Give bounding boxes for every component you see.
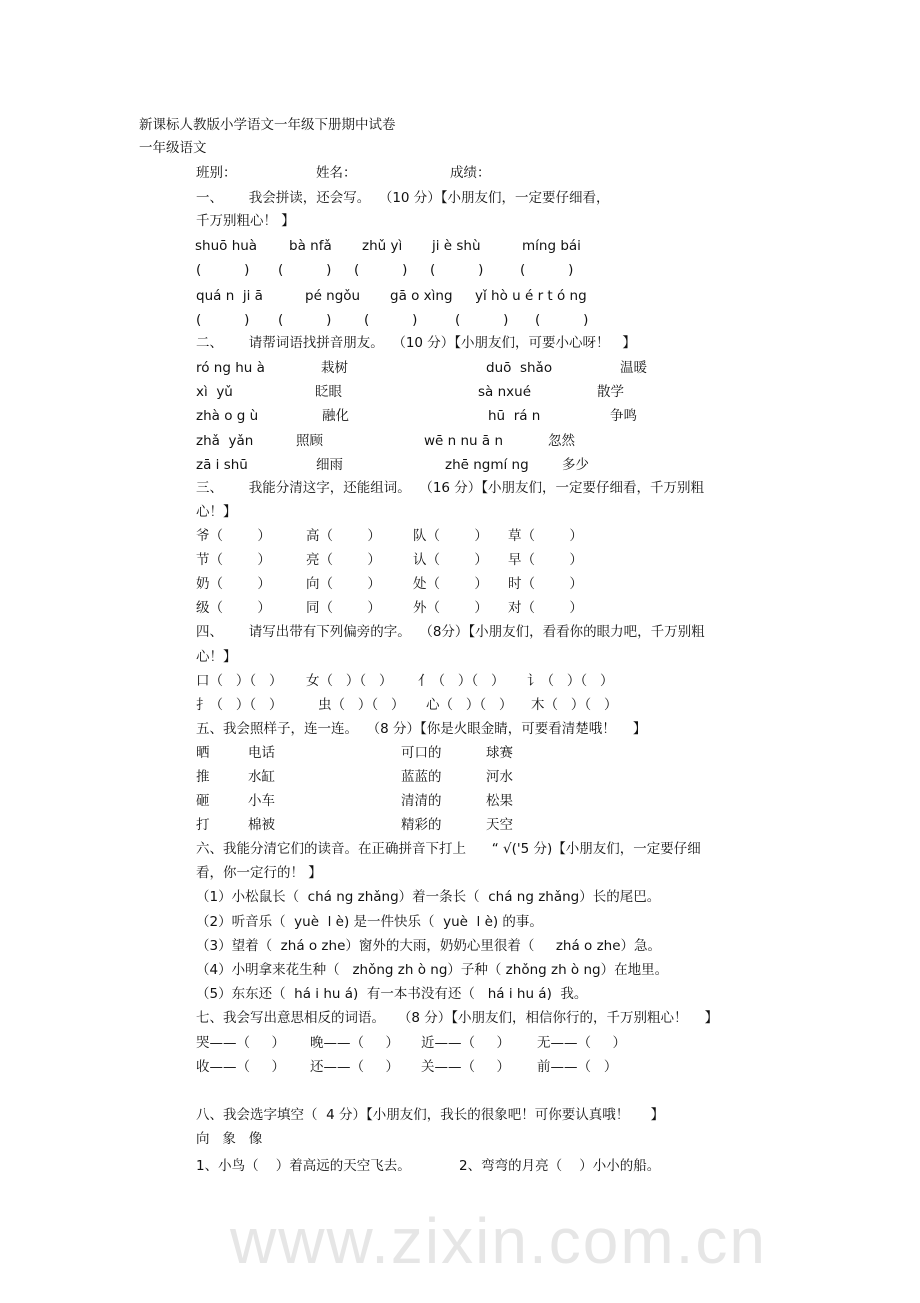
pronunciation-item: （2）听音乐（ yuè l è) 是一件快乐（ yuè l è) 的事。 xyxy=(196,914,543,930)
antonym-blank[interactable]: 前——（ ） xyxy=(537,1059,618,1075)
section-4-heading: 四、 请写出带有下列偏旁的字。 （8分）【小朋友们，看看你的眼力吧，千万别粗 xyxy=(196,624,705,640)
section-7-heading: 七、我会写出意思相反的词语。 （8 分）【小朋友们，相信你行的，千万别粗心！ 】 xyxy=(196,1010,719,1026)
section-6-heading-cont: 看，你一定行的！ 】 xyxy=(196,865,322,881)
antonym-blank[interactable]: 无——（ ） xyxy=(537,1035,626,1051)
word-blank[interactable]: 亮（ ） xyxy=(306,552,381,568)
match-pinyin: hū rá n xyxy=(488,408,541,424)
answer-blank[interactable]: ( ) xyxy=(354,262,408,278)
class-label: 班别： xyxy=(196,165,237,181)
match-word: 散学 xyxy=(597,384,624,400)
match-adjective: 清清的 xyxy=(401,793,442,809)
pinyin-item: yǐ hò u é r t ó ng xyxy=(475,288,587,304)
match-verb: 砸 xyxy=(196,793,210,809)
pinyin-item: gā o xìng xyxy=(390,288,453,304)
match-noun: 松果 xyxy=(486,793,513,809)
match-noun: 小车 xyxy=(248,793,275,809)
match-noun: 球赛 xyxy=(486,745,513,761)
answer-blank[interactable]: ( ) xyxy=(430,262,484,278)
match-noun: 天空 xyxy=(486,817,513,833)
pronunciation-item: （4）小明拿来花生种（ zhǒng zh ò ng）子种（ zhǒng zh ò ng）在地里。 xyxy=(196,962,669,978)
match-pinyin: zā i shū xyxy=(196,457,248,473)
section-2-heading: 二、 请帮词语找拼音朋友。 （10 分）【小朋友们，可要小心呀！ 】 xyxy=(196,335,636,351)
answer-blank[interactable]: ( ) xyxy=(455,312,509,328)
answer-blank[interactable]: ( ) xyxy=(520,262,574,278)
answer-blank[interactable]: ( ) xyxy=(196,262,250,278)
section-1-heading: 一、 我会拼读，还会写。 （10 分）【小朋友们，一定要仔细看， xyxy=(196,190,610,206)
antonym-blank[interactable]: 还——（ ） xyxy=(310,1059,399,1075)
match-adjective: 可口的 xyxy=(401,745,442,761)
pronunciation-item: （5）东东还（ há i hu á) 有一本书没有还（ há i hu á) 我。 xyxy=(196,986,588,1002)
character-choices: 向 象 像 xyxy=(196,1131,263,1147)
match-pinyin: ró ng hu à xyxy=(196,360,265,376)
radical-blank[interactable]: 木（ ）（ ） xyxy=(531,697,618,713)
answer-blank[interactable]: ( ) xyxy=(535,312,589,328)
match-pinyin: zhē ngmí ng xyxy=(445,457,529,473)
match-verb: 晒 xyxy=(196,745,210,761)
match-word: 眨眼 xyxy=(315,384,342,400)
answer-blank[interactable]: ( ) xyxy=(196,312,250,328)
section-3-heading: 三、 我能分清这字，还能组词。 （16 分）【小朋友们，一定要仔细看，千万别粗 xyxy=(196,480,705,496)
document-title: 新课标人教版小学语文一年级下册期中试卷 xyxy=(139,117,396,133)
word-blank[interactable]: 时（ ） xyxy=(508,576,583,592)
match-word: 栽树 xyxy=(321,360,348,376)
match-adjective: 精彩的 xyxy=(401,817,442,833)
pronunciation-item: （3）望着（ zhá o zhe）窗外的大雨，奶奶心里很着（ zhá o zhe）急。 xyxy=(196,938,662,954)
match-noun: 棉被 xyxy=(248,817,275,833)
match-word: 多少 xyxy=(562,457,589,473)
section-4-heading-cont: 心！】 xyxy=(196,649,237,665)
word-blank[interactable]: 对（ ） xyxy=(508,600,583,616)
section-3-heading-cont: 心！】 xyxy=(196,504,237,520)
word-blank[interactable]: 级（ ） xyxy=(196,600,271,616)
answer-blank[interactable]: ( ) xyxy=(278,262,332,278)
match-verb: 打 xyxy=(196,817,210,833)
match-pinyin: zhǎ yǎn xyxy=(196,433,254,449)
match-word: 争鸣 xyxy=(610,408,637,424)
pinyin-item: bà nfǎ xyxy=(289,238,332,254)
match-pinyin: duō shǎo xyxy=(486,360,553,376)
word-blank[interactable]: 向（ ） xyxy=(306,576,381,592)
word-blank[interactable]: 奶（ ） xyxy=(196,576,271,592)
antonym-blank[interactable]: 收——（ ） xyxy=(196,1059,285,1075)
word-blank[interactable]: 爷（ ） xyxy=(196,528,271,544)
radical-blank[interactable]: 心（ ）（ ） xyxy=(426,697,513,713)
match-pinyin: xì yǔ xyxy=(196,384,233,400)
word-blank[interactable]: 草（ ） xyxy=(508,528,583,544)
match-word: 温暖 xyxy=(620,360,647,376)
word-blank[interactable]: 节（ ） xyxy=(196,552,271,568)
match-verb: 推 xyxy=(196,769,210,785)
name-label: 姓名： xyxy=(316,165,357,181)
fill-question[interactable]: 2、弯弯的月亮（ ）小小的船。 xyxy=(459,1158,661,1174)
match-pinyin: sà nxué xyxy=(478,384,532,400)
antonym-blank[interactable]: 哭——（ ） xyxy=(196,1035,285,1051)
match-noun: 河水 xyxy=(486,769,513,785)
pinyin-item: pé ngǒu xyxy=(305,288,361,304)
match-adjective: 蓝蓝的 xyxy=(401,769,442,785)
pinyin-item: shuō huà xyxy=(195,238,258,254)
word-blank[interactable]: 早（ ） xyxy=(508,552,583,568)
document-subtitle: 一年级语文 xyxy=(139,140,207,156)
pinyin-item: ji è shù xyxy=(432,238,481,254)
word-blank[interactable]: 处（ ） xyxy=(413,576,488,592)
word-blank[interactable]: 外（ ） xyxy=(413,600,488,616)
answer-blank[interactable]: ( ) xyxy=(364,312,418,328)
word-blank[interactable]: 高（ ） xyxy=(306,528,381,544)
score-label: 成绩： xyxy=(450,165,491,181)
match-word: 细雨 xyxy=(316,457,343,473)
match-pinyin: wē n nu ā n xyxy=(424,433,504,449)
answer-blank[interactable]: ( ) xyxy=(278,312,332,328)
radical-blank[interactable]: 女（ ）（ ） xyxy=(306,673,393,689)
word-blank[interactable]: 队（ ） xyxy=(413,528,488,544)
pinyin-item: zhǔ yì xyxy=(362,238,403,254)
section-8-heading: 八、我会选字填空（ 4 分）【小朋友们，我长的很象吧！可你要认真哦！ 】 xyxy=(196,1107,665,1123)
word-blank[interactable]: 认（ ） xyxy=(413,552,488,568)
word-blank[interactable]: 同（ ） xyxy=(306,600,381,616)
match-word: 忽然 xyxy=(548,433,575,449)
radical-blank[interactable]: 虫（ ）（ ） xyxy=(318,697,405,713)
antonym-blank[interactable]: 关——（ ） xyxy=(421,1059,510,1075)
pronunciation-item: （1）小松鼠长（ chá ng zhǎng）着一条长（ chá ng zhǎng）长的尾巴。 xyxy=(196,889,661,905)
match-noun: 电话 xyxy=(248,745,275,761)
section-6-heading: 六、我能分清它们的读音。在正确拼音下打上 “ √('5 分)【小朋友们，一定要仔细 xyxy=(196,841,701,857)
pinyin-item: míng bái xyxy=(522,238,581,254)
match-noun: 水缸 xyxy=(248,769,275,785)
radical-blank[interactable]: 讠（ ）（ ） xyxy=(527,673,614,689)
match-pinyin: zhà o g ù xyxy=(196,408,259,424)
fill-question[interactable]: 1、小鸟（ ）着高远的天空飞去。 xyxy=(196,1158,411,1174)
pinyin-item: quá n ji ā xyxy=(196,288,263,304)
antonym-blank[interactable]: 晚——（ ） xyxy=(310,1035,399,1051)
radical-blank[interactable]: 亻（ ）（ ） xyxy=(418,673,505,689)
radical-blank[interactable]: 扌（ ）（ ） xyxy=(196,697,283,713)
watermark: www.zixin.com.cn xyxy=(230,1205,767,1277)
match-word: 融化 xyxy=(322,408,349,424)
section-1-heading-cont: 千万别粗心！ 】 xyxy=(196,213,295,229)
section-5-heading: 五、我会照样子，连一连。 （8 分）【你是火眼金睛，可要看清楚哦！ 】 xyxy=(196,721,647,737)
radical-blank[interactable]: 口（ ）（ ） xyxy=(196,673,283,689)
antonym-blank[interactable]: 近——（ ） xyxy=(421,1035,510,1051)
match-word: 照顾 xyxy=(296,433,323,449)
